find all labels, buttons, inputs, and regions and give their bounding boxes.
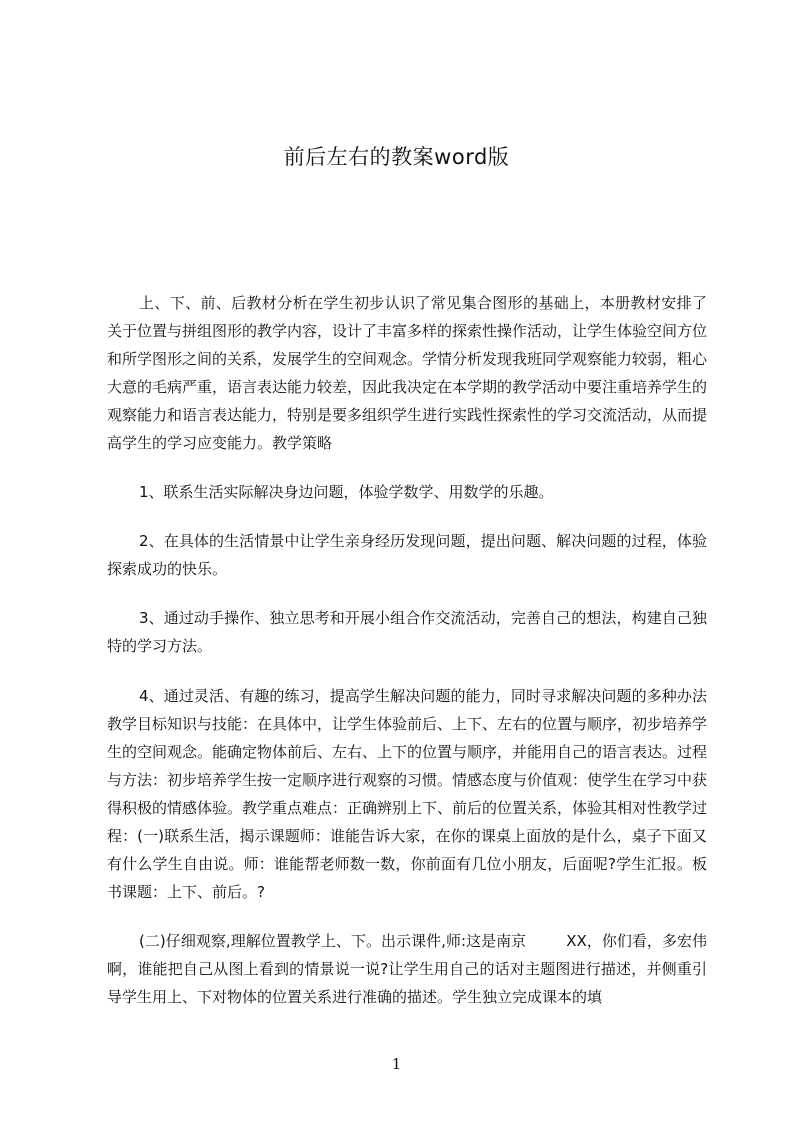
- paragraph-strategy-3: 3、通过动手操作、独立思考和开展小组合作交流活动，完善自己的想法，构建自己独特的学习方法。: [107, 609, 707, 655]
- paragraph-observation-part2: XX，你们看，多宏伟啊，谁能把自己从图上看到的情景说一说?让学生用自己的话对主题图进行描述，并侧重引导学生用上、下对物体的位置关系进行准确的描述。学生独立完成课本的填: [107, 932, 708, 1006]
- paragraph-strategy-2: 2、在具体的生活情景中让学生亲身经历发现问题，提出问题、解决问题的过程，体验探索成功的快乐。: [107, 532, 707, 578]
- paragraph-observation-part1: (二)仔细观察,理解位置教学上、下。出示课件,师:这是南京: [139, 932, 527, 950]
- paragraph-observation: [107, 927, 707, 1011]
- document-title: 前后左右的教案word版: [283, 145, 510, 169]
- paragraph-strategy-1: 1、联系生活实际解决身边问题，体验学数学、用数学的乐趣。: [139, 483, 554, 501]
- paragraph-intro: 上、下、前、后教材分析在学生初步认识了常见集合图形的基础上，本册教材安排了关于位置与拼组图形的教学内容，设计了丰富多样的探索性操作活动，让学生体验空间方位和所学图形之间的关系，发展学生的空间观念。学情分析发现我班同学观察能力较弱，粗心大意的毛病严重，语言表达能力较差，因此我决定在本学期的教学活动中要注重培养学生的观察能力和语言表达能力，特别是要多组织学生进行实践性探索性的学习交流活动，从而提高学生的学习应变能力。教学策略: [107, 294, 708, 452]
- paragraph-strategy-4: 4、通过灵活、有趣的练习，提高学生解决问题的能力，同时寻求解决问题的多种办法教学目标知识与技能：在具体中，让学生体验前后、上下、左右的位置与顺序，初步培养学生的空间观念。能确定物体前后、左右、上下的位置与顺序，并能用自己的语言表达。过程与方法：初步培养学生按一定顺序进行观察的习惯。情感态度与价值观：使学生在学习中获得积极的情感体验。教学重点难点：正确辨别上下、前后的位置关系，体验其相对性教学过程：(一)联系生活，揭示课题师：谁能告诉大家，在你的课桌上面放的是什么，桌子下面又有什么学生自由说。师：谁能帮老师数一数，你前面有几位小朋友，后面呢?学生汇报。板书课题：上下、前后。?: [107, 687, 708, 901]
- page-number: 1: [391, 1055, 402, 1073]
